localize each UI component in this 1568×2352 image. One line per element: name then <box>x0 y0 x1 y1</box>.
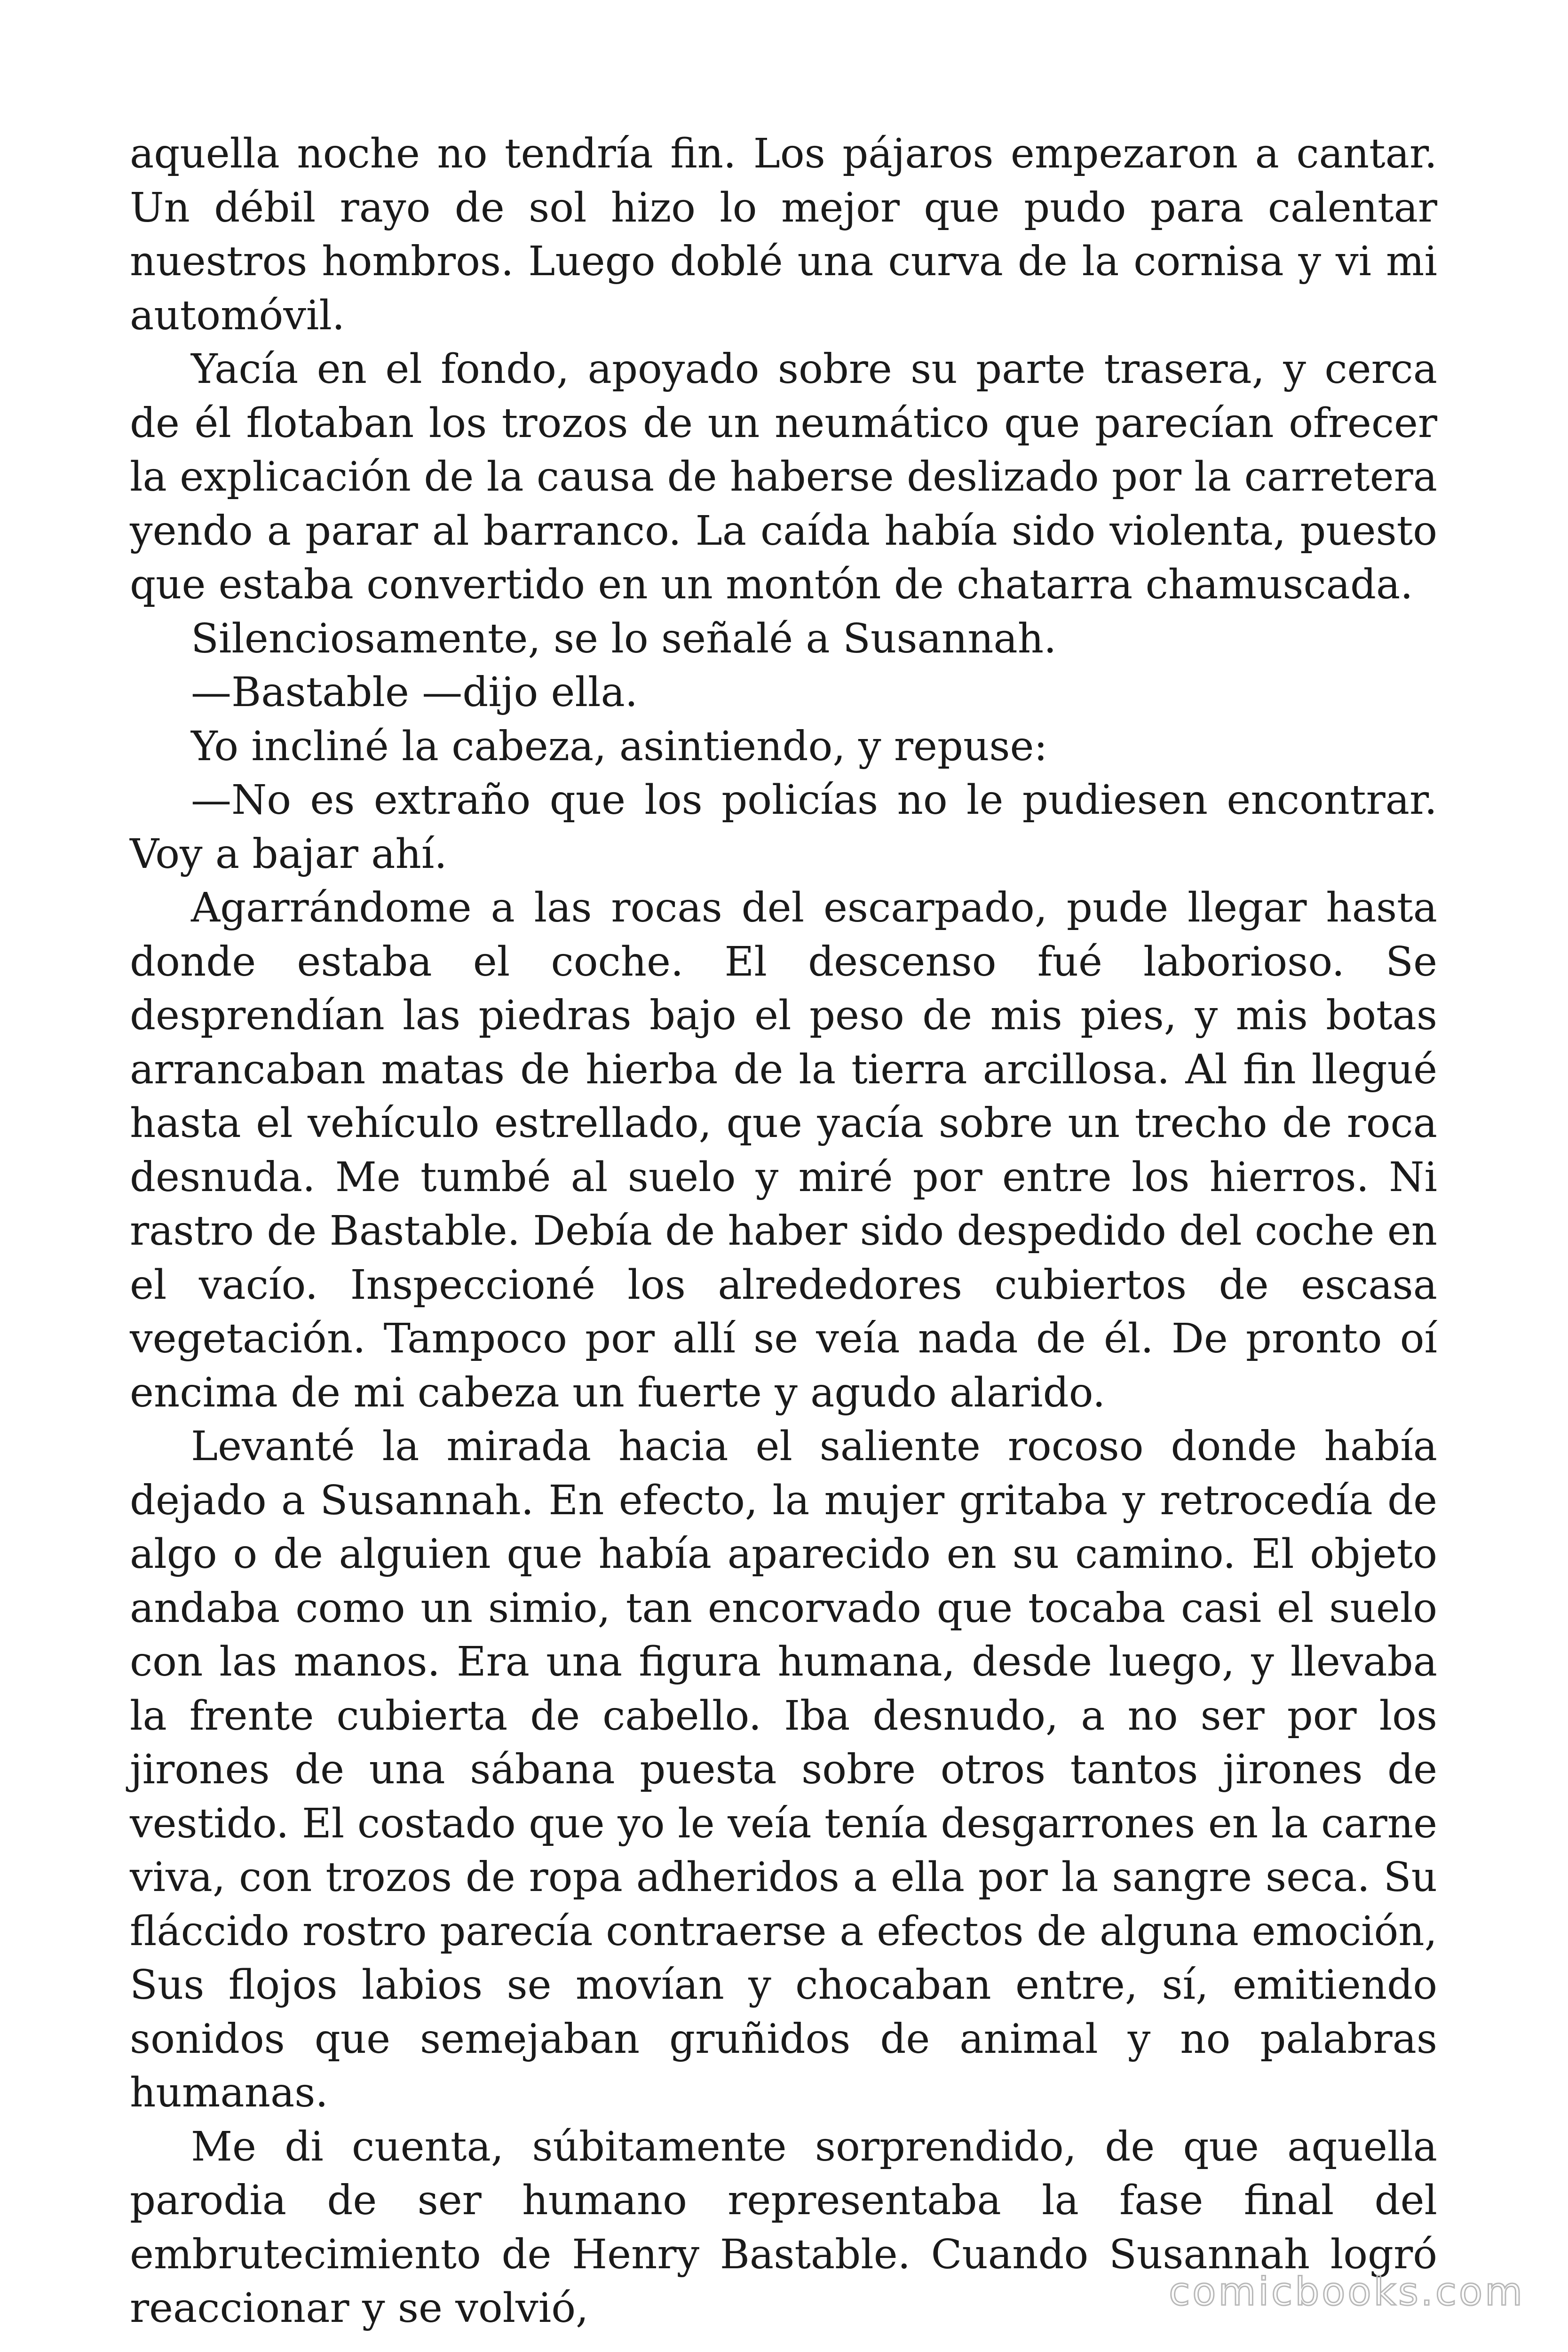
paragraph-4: —Bastable —dijo ella. <box>191 669 638 716</box>
paragraph-7: Agarrándome a las rocas del escarpado, pude llegar hasta donde estaba el coche. El descenso fué laborioso. Se desprendían las piedras bajo el peso de mis pies, y mis botas arrancaban matas de hierba de la tierra arcillosa. Al fin llegué hasta el vehículo estrellado, que yacía sobre un trecho de roca desnuda. Me tumbé al suelo y miré por entre los hierros. Ni rastro de Bastable. Debía de haber sido despedido del coche en el vacío. Inspeccioné los alrededores cubiertos de escasa vegetación. Tampoco por allí se veía nada de él. De pronto oí encima de mi cabeza un fuerte y agudo alarido. <box>130 884 1437 1416</box>
paragraph-8: Levanté la mirada hacia el saliente rocoso donde había dejado a Susannah. En efecto, la mujer gritaba y retrocedía de algo o de alguien que había aparecido en su camino. El objeto andaba como un simio, tan encorvado que tocaba casi el suelo con las manos. Era una figura humana, desde luego, y llevaba la frente cubierta de cabello. Iba desnudo, a no ser por los jirones de una sábana puesta sobre otros tantos jirones de vestido. El costado que yo le veía tenía desgarrones en la carne viva, con trozos de ropa adheridos a ella por la sangre seca. Su fláccido rostro parecía contraerse a efectos de alguna emoción, Sus flojos labios se movían y chocaban entre, sí, emitiendo sonidos que semejaban gruñidos de animal y no palabras humanas. <box>130 1423 1437 2116</box>
page-body <box>130 127 1437 2336</box>
paragraph-5: Yo incliné la cabeza, asintiendo, y repuse: <box>191 723 1048 770</box>
paragraph-9: Me di cuenta, súbitamente sorprendido, de que aquella parodia de ser humano representaba la fase final del embrutecimiento de Henry Bastable. Cuando Susannah logró reaccionar y se volvió, <box>130 2123 1437 2332</box>
paragraph-6: —No es extraño que los policías no le pudiesen encontrar. Voy a bajar ahí. <box>130 777 1437 878</box>
paragraph-3: Silenciosamente, se lo señalé a Susannah. <box>191 615 1057 662</box>
paragraph-1: aquella noche no tendría fin. Los pájaros empezaron a cantar. Un débil rayo de sol hizo lo mejor que pudo para calentar nuestros hombros. Luego doblé una curva de la cornisa y vi mi automóvil. <box>130 130 1437 339</box>
paragraph-2: Yacía en el fondo, apoyado sobre su parte trasera, y cerca de él flotaban los trozos de un neumático que parecían ofrecer la explicación de la causa de haberse deslizado por la carretera yendo a parar al barranco. La caída había sido violenta, puesto que estaba convertido en un montón de chatarra chamuscada. <box>130 346 1437 608</box>
watermark: comicbooks.com <box>1169 2270 1525 2314</box>
